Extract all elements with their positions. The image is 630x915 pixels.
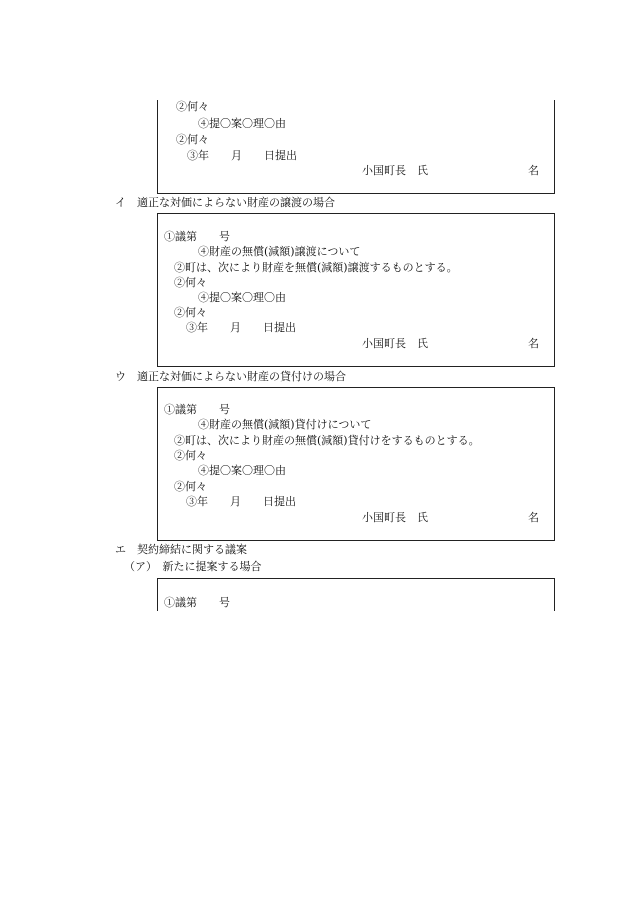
form-line: ④提〇案〇理〇由 [198, 117, 286, 130]
form-line: ②何々 [174, 306, 207, 319]
form-line: ④財産の無償(減額)譲渡について [198, 245, 361, 258]
section-heading: ウ 適正な対価によらない財産の貸付けの場合 [115, 370, 346, 383]
form-line: ②何々 [176, 133, 209, 146]
form-box-continued [157, 100, 555, 194]
signer-suffix: 名 [528, 337, 539, 350]
signer: 小国町長 氏 [362, 164, 428, 177]
signer: 小国町長 氏 [362, 337, 428, 350]
form-line: ②何々 [174, 276, 207, 289]
form-line: ④提〇案〇理〇由 [198, 464, 286, 477]
form-line: ③年 月 日提出 [186, 321, 296, 334]
form-line: ②町は、次により財産の無償(減額)貸付けをするものとする。 [174, 434, 480, 447]
form-line: ①議第 号 [164, 403, 230, 416]
form-line: ②何々 [174, 480, 207, 493]
form-line: ②何々 [174, 449, 207, 462]
signer: 小国町長 氏 [362, 511, 428, 524]
form-line: ②何々 [176, 100, 209, 113]
section-heading: イ 適正な対価によらない財産の譲渡の場合 [115, 196, 335, 209]
signer-suffix: 名 [528, 511, 539, 524]
form-line: ④財産の無償(減額)貸付けについて [198, 418, 372, 431]
section-subheading: （ア） 新たに提案する場合 [124, 560, 262, 573]
form-line: ④提〇案〇理〇由 [198, 291, 286, 304]
form-line: ③年 月 日提出 [187, 149, 297, 162]
form-line: ①議第 号 [164, 230, 230, 243]
form-line: ①議第 号 [164, 596, 230, 609]
form-line: ②町は、次により財産を無償(減額)譲渡するものとする。 [174, 261, 458, 274]
section-heading: エ 契約締結に関する議案 [115, 543, 247, 556]
signer-suffix: 名 [528, 164, 539, 177]
form-line: ③年 月 日提出 [186, 495, 296, 508]
